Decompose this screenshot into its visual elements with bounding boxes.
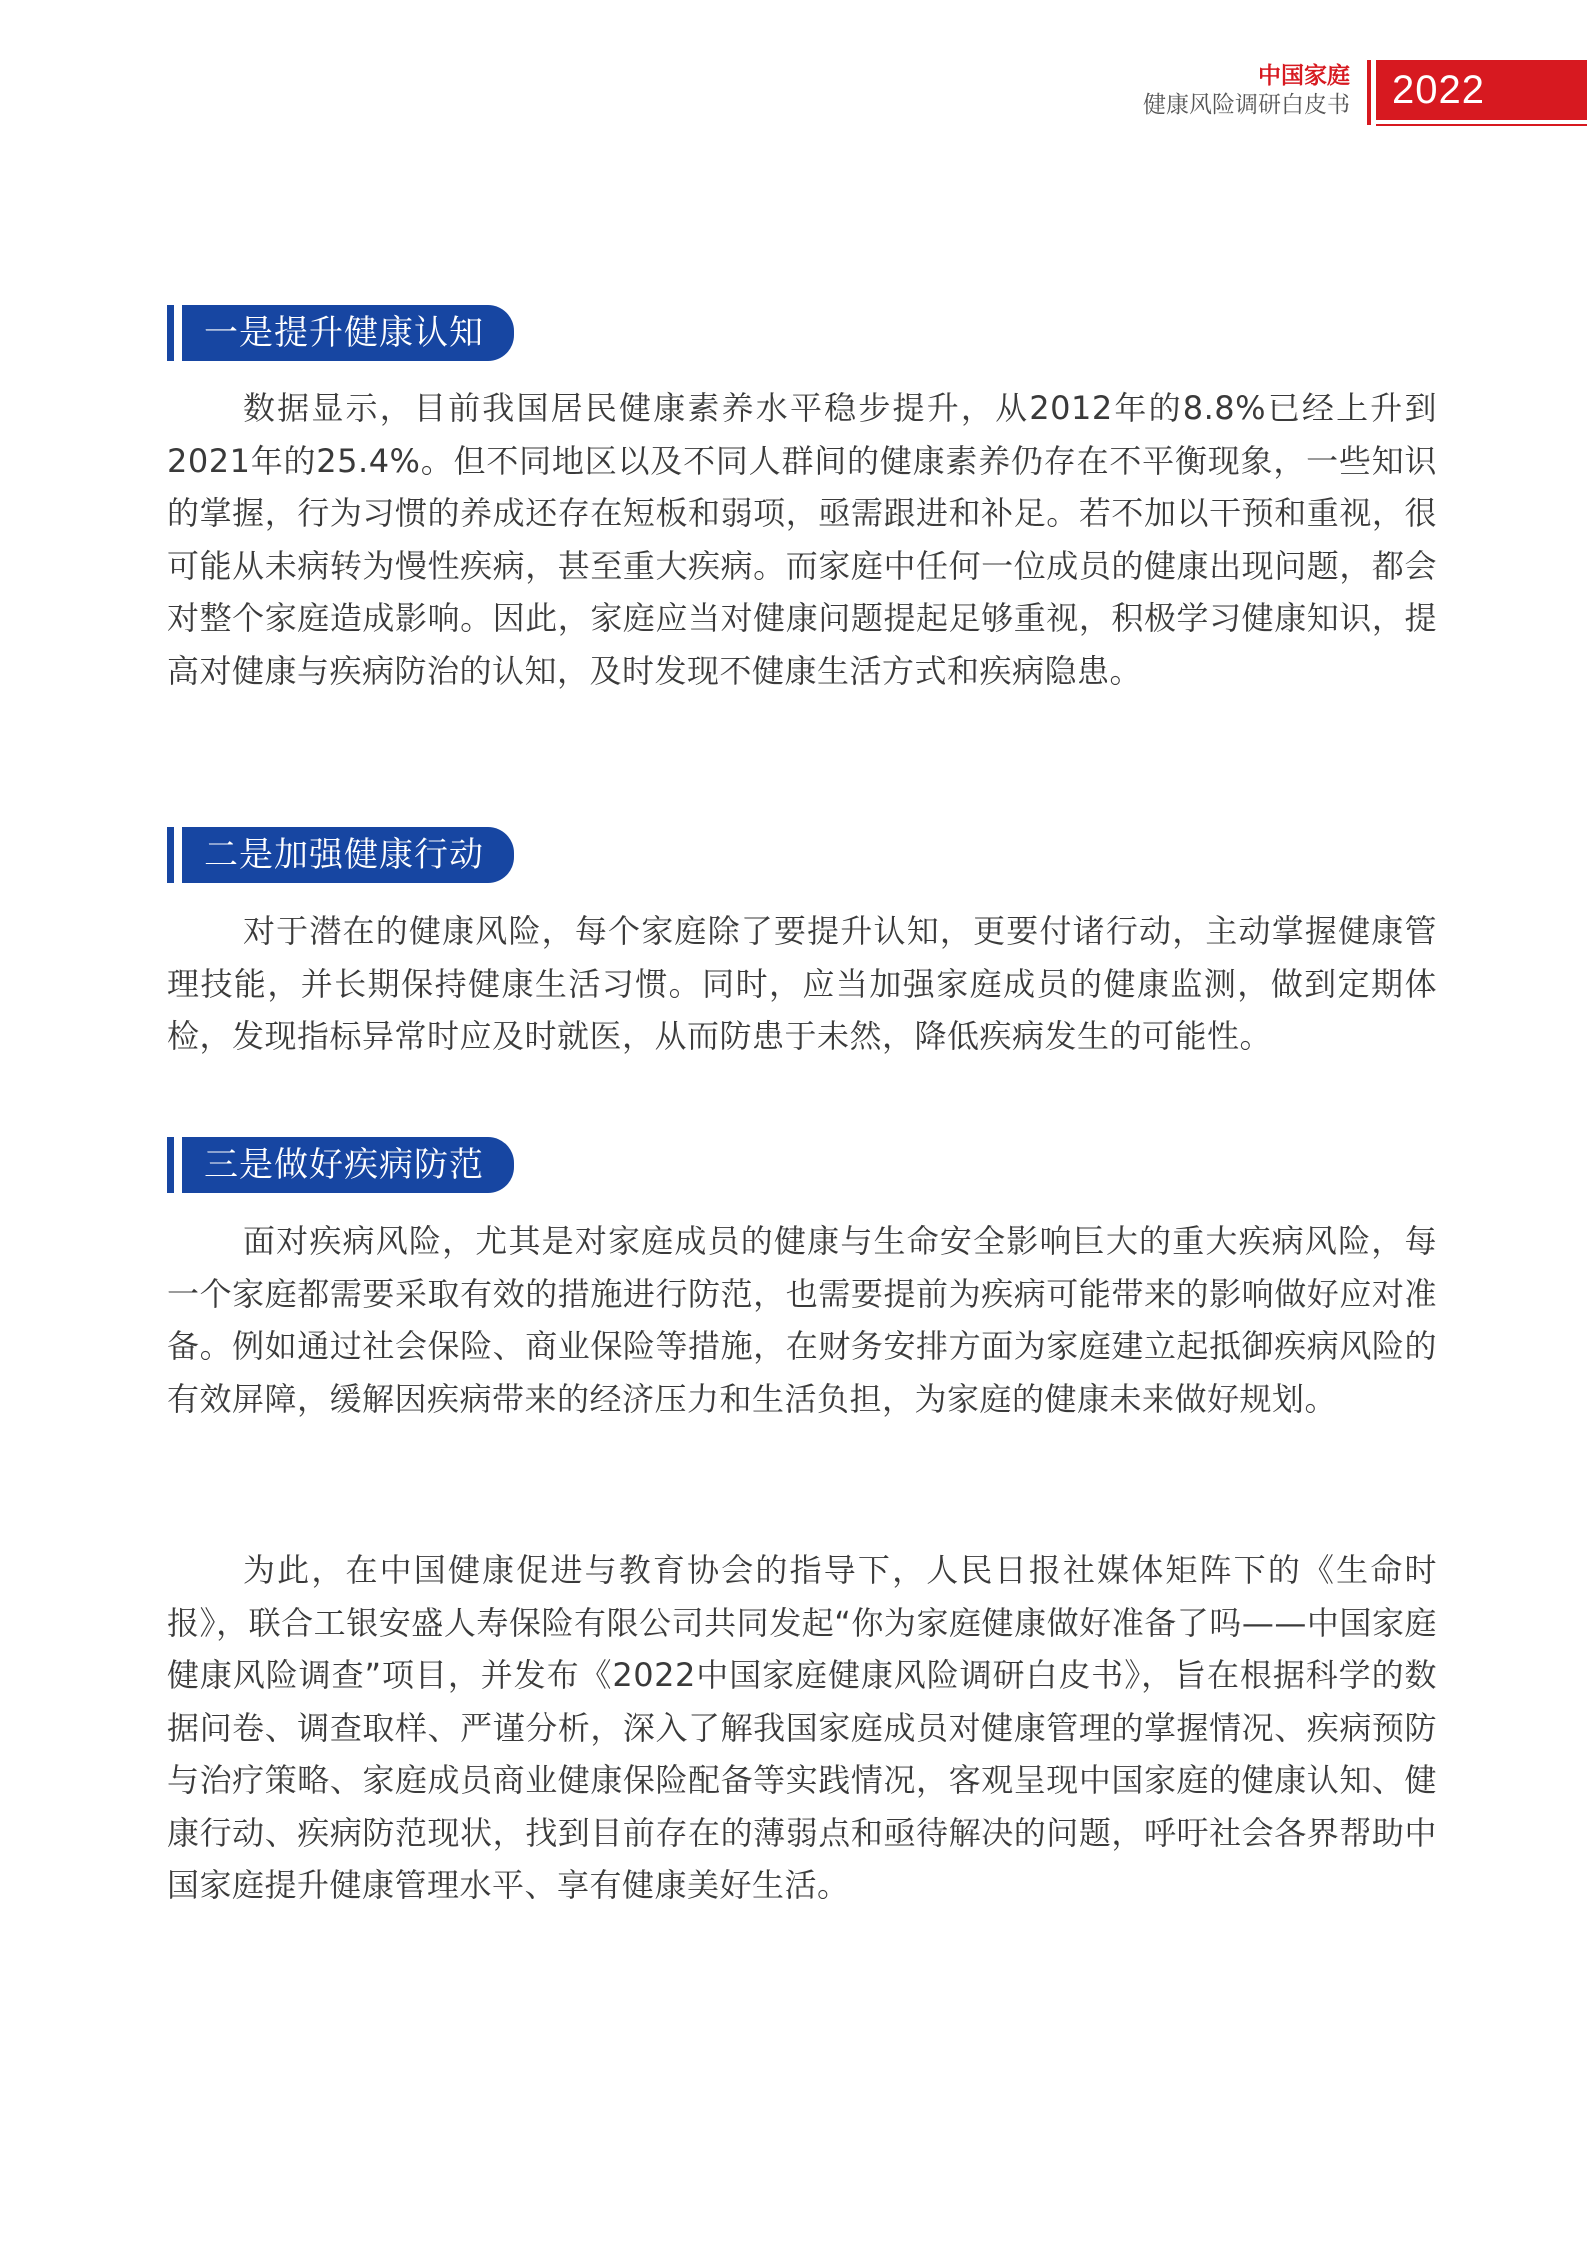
header-brand: 中国家庭 [1258, 63, 1350, 89]
section-body-1: 数据显示，目前我国居民健康素养水平稳步提升，从2012年的8.8%已经上升到2021年的25.4%。但不同地区以及不同人群间的健康素养仍存在不平衡现象，一些知识的掌握，行为习惯的养成还存在短板和弱项，亟需跟进和补足。若不加以干预和重视，很可能从未病转为慢性疾病，甚至重大疾病。而家庭中任何一位成员的健康出现问题，都会对整个家庭造成影响。因此，家庭应当对健康问题提起足够重视，积极学习健康知识，提高对健康与疾病防治的认知，及时发现不健康生活方式和疾病隐患。 [167, 389, 1437, 690]
closing-paragraph: 为此，在中国健康促进与教育协会的指导下，人民日报社媒体矩阵下的《生命时报》，联合工银安盛人寿保险有限公司共同发起“你为家庭健康做好准备了吗——中国家庭健康风险调查”项目，并发布《2022中国家庭健康风险调研白皮书》，旨在根据科学的数据问卷、调查取样、严谨分析，深入了解我国家庭成员对健康管理的掌握情况、疾病预防与治疗策略、家庭成员商业健康保险配备等实践情况，客观呈现中国家庭的健康认知、健康行动、疾病防范现状，找到目前存在的薄弱点和亟待解决的问题，呼吁社会各界帮助中国家庭提升健康管理水平、享有健康美好生活。 [167, 1551, 1437, 1904]
page-header [0, 0, 1587, 140]
header-divider [1367, 60, 1371, 125]
heading-label: 二是加强健康行动 [182, 827, 514, 883]
heading-accent-bar [167, 827, 174, 883]
heading-accent-bar [167, 305, 174, 361]
header-subtitle: 健康风险调研白皮书 [1143, 91, 1350, 118]
section-heading-3 [167, 1137, 514, 1193]
section-body-2: 对于潜在的健康风险，每个家庭除了要提升认知，更要付诸行动，主动掌握健康管理技能，并长期保持健康生活习惯。同时，应当加强家庭成员的健康监测，做到定期体检，发现指标异常时应及时就医，从而防患于未然，降低疾病发生的可能性。 [167, 912, 1437, 1055]
section-heading-1 [167, 305, 514, 361]
header-year-badge: 2022 [1376, 60, 1587, 120]
heading-accent-bar [167, 1137, 174, 1193]
section-body-3: 面对疾病风险，尤其是对家庭成员的健康与生命安全影响巨大的重大疾病风险，每一个家庭都需要采取有效的措施进行防范，也需要提前为疾病可能带来的影响做好应对准备。例如通过社会保险、商业保险等措施，在财务安排方面为家庭建立起抵御疾病风险的有效屏障，缓解因疾病带来的经济压力和生活负担，为家庭的健康未来做好规划。 [167, 1222, 1437, 1418]
header-title [1143, 62, 1350, 120]
section-heading-2 [167, 827, 514, 883]
header-year-underline [1376, 124, 1587, 126]
heading-label: 三是做好疾病防范 [182, 1137, 514, 1193]
heading-label: 一是提升健康认知 [182, 305, 514, 361]
